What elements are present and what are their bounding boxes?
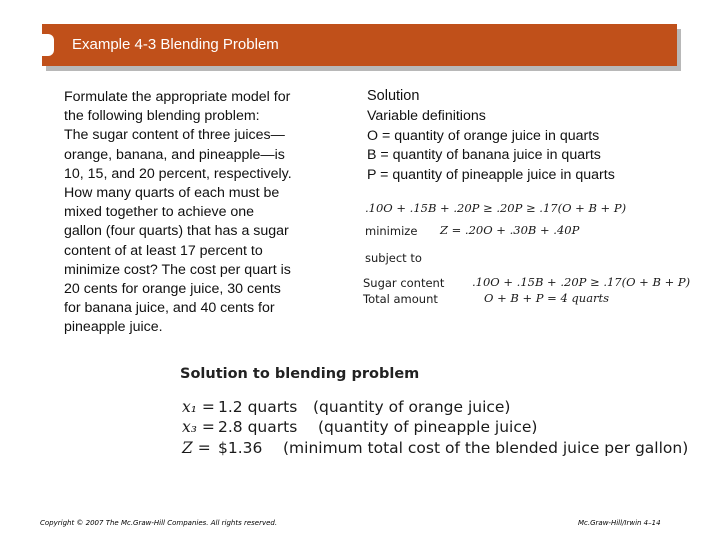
objective-function: Z = .20O + .30B + .40P xyxy=(440,223,580,237)
result-value: 1.2 quarts xyxy=(218,398,298,416)
minimize-label: minimize xyxy=(365,224,418,238)
definition-banana: B = quantity of banana juice in quarts xyxy=(367,147,601,164)
result-value: $1.36 xyxy=(218,439,263,457)
result-var: x₃ = xyxy=(182,418,215,436)
total-constraint: O + B + P = 4 quarts xyxy=(484,291,610,305)
slide-title: Example 4-3 Blending Problem xyxy=(72,36,279,53)
footer-page-number: Mc.Graw-Hill/Irwin 4–14 xyxy=(578,519,661,527)
footer-copyright: Copyright © 2007 The Mc.Graw-Hill Companies. All rights reserved. xyxy=(40,519,278,527)
definition-pineapple: P = quantity of pineapple juice in quarts xyxy=(367,166,615,183)
sugar-constraint: .10O + .15B + .20P ≥ .17(O + B + P) xyxy=(472,275,691,289)
total-amount-label: Total amount xyxy=(363,292,438,306)
result-note: (minimum total cost of the blended juice per gallon) xyxy=(283,439,689,457)
result-var: x₁ = xyxy=(182,398,215,416)
solution-heading: Solution xyxy=(367,88,420,104)
result-var: Z = xyxy=(182,439,211,457)
title-tab-marker xyxy=(42,34,54,56)
definitions-heading: Variable definitions xyxy=(367,108,486,124)
problem-statement: Formulate the appropriate model for the following blending problem: The sugar content of three juices— orange, banana, and pineapple—is 10, 15, and 20 percent, respectively. How many quarts of each must be mixed together to achieve one gallon (four quarts) that has a sugar content of at least 17 percent to minimize cost? The cost per quart is 20 cents for orange juice, 30 cents for banana juice, and 40 cents for pineapple juice. xyxy=(64,89,292,336)
result-value: 2.8 quarts xyxy=(218,418,298,436)
result-title: Solution to blending problem xyxy=(180,366,420,382)
variable-definitions xyxy=(367,107,615,185)
result-note: (quantity of pineapple juice) xyxy=(318,418,538,436)
subject-to-label: subject to xyxy=(365,251,422,265)
work-line-1: .10O + .15B + .20P ≥ .20P ≥ .17(O + B + P) xyxy=(365,201,627,215)
definition-orange: O = quantity of orange juice in quarts xyxy=(367,127,600,144)
sugar-content-label: Sugar content xyxy=(363,276,445,290)
result-note: (quantity of orange juice) xyxy=(313,398,511,416)
